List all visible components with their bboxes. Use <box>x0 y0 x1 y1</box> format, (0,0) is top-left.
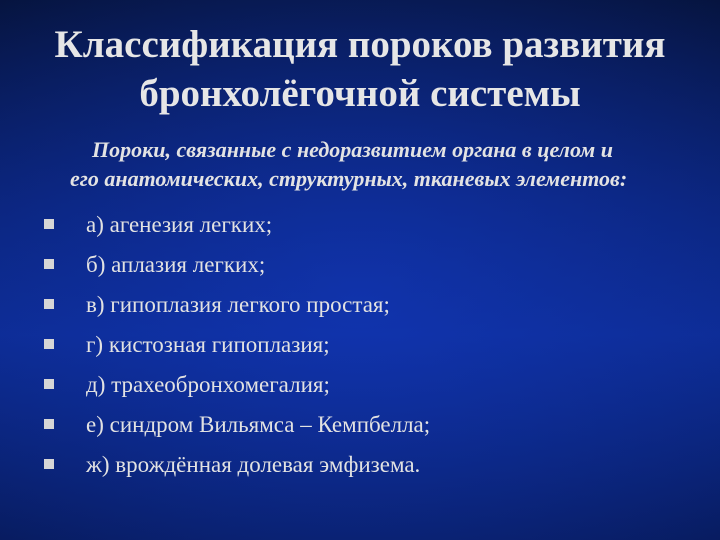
list-item <box>0 245 720 285</box>
square-bullet-icon <box>44 419 54 429</box>
square-bullet-icon <box>44 259 54 269</box>
title-line-2: бронхолёгочной системы <box>139 72 581 115</box>
list-item-text: б) аплазия легких; <box>86 252 266 277</box>
list-item <box>0 205 720 245</box>
list-item <box>0 365 720 405</box>
square-bullet-icon <box>44 459 54 469</box>
list-item-text: д) трахеобронхомегалия; <box>86 372 330 397</box>
list-item-text: ж) врождённая долевая эмфизема. <box>86 452 421 477</box>
list-item-text: г) кистозная гипоплазия; <box>86 332 330 357</box>
intro-line-1: Пороки, связанные с недоразвитием органа в целом и <box>92 137 613 162</box>
square-bullet-icon <box>44 339 54 349</box>
square-bullet-icon <box>44 379 54 389</box>
list-item-text: е) синдром Вильямса – Кемпбелла; <box>86 412 431 437</box>
title-line-1: Классификация пороков развития <box>54 23 666 66</box>
slide-title <box>0 20 720 118</box>
intro-text <box>70 135 720 193</box>
list-item <box>0 285 720 325</box>
list-item-text: в) гипоплазия легкого простая; <box>86 292 390 317</box>
list-item <box>0 405 720 445</box>
intro-line-2: его анатомических, структурных, тканевых элементов: <box>70 166 628 191</box>
list-item <box>0 445 720 485</box>
list-item <box>0 325 720 365</box>
list-item-text: а) агенезия легких; <box>86 212 273 237</box>
square-bullet-icon <box>44 299 54 309</box>
square-bullet-icon <box>44 219 54 229</box>
defect-list <box>0 205 720 485</box>
